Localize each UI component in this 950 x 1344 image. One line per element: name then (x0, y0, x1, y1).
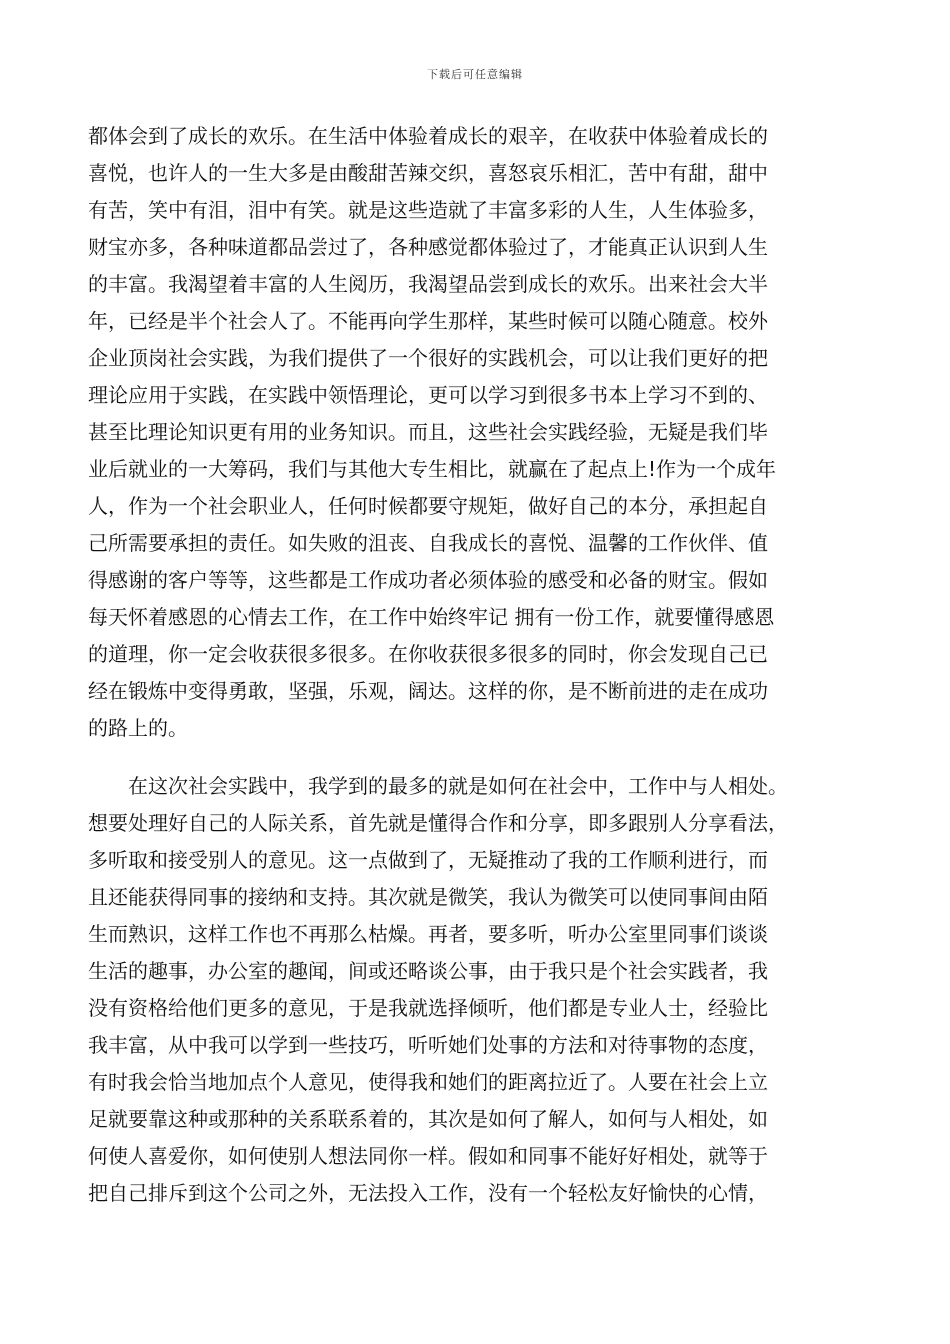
text-line: 我丰富，从中我可以学到一些技巧，听听她们处事的方法和对待事物的态度， (88, 1033, 768, 1057)
page-header: 下载后可任意编辑 (427, 68, 523, 81)
text-line: 经在锻炼中变得勇敢，坚强，乐观，阔达。这样的你，是不断前进的走在成功 (88, 679, 768, 703)
text-line: 的道理，你一定会收获很多很多。在你收获很多很多的同时，你会发现自己已 (88, 642, 768, 666)
text-line: 生而熟识，这样工作也不再那么枯燥。再者，要多听，听办公室里同事们谈谈 (88, 922, 768, 946)
text-line: 己所需要承担的责任。如失败的沮丧、自我成长的喜悦、温馨的工作伙伴、值 (88, 531, 768, 555)
text-line: 每天怀着感恩的心情去工作，在工作中始终牢记 拥有一份工作，就要懂得感恩 (88, 605, 775, 629)
paragraph-spacer (88, 747, 870, 768)
paragraph-2 (88, 768, 870, 1212)
text-line: 何使人喜爱你，如何使别人想法同你一样。假如和同事不能好好相处，就等于 (88, 1144, 768, 1168)
text-line: 喜悦，也许人的一生大多是由酸甜苦辣交织，喜怒哀乐相汇，苦中有甜，甜中 (88, 161, 768, 185)
text-line: 生活的趣事，办公室的趣闻，间或还略谈公事，由于我只是个社会实践者，我 (88, 959, 768, 983)
text-line: 得感谢的客户等等，这些都是工作成功者必须体验的感受和必备的财宝。假如 (88, 568, 768, 592)
text-line: 有时我会恰当地加点个人意见，使得我和她们的距离拉近了。人要在社会上立 (88, 1070, 768, 1094)
text-line: 多听取和接受别人的意见。这一点做到了，无疑推动了我的工作顺利进行，而 (88, 848, 768, 872)
text-line: 足就要靠这种或那种的关系联系着的，其次是如何了解人，如何与人相处，如 (88, 1107, 768, 1131)
text-line: 在这次社会实践中，我学到的最多的就是如何在社会中，工作中与人相处。 (88, 774, 788, 798)
text-line: 业后就业的一大筹码，我们与其他大专生相比，就赢在了起点上!作为一个成年 (88, 457, 777, 481)
text-line: 的丰富。我渴望着丰富的人生阅历，我渴望品尝到成长的欢乐。出来社会大半 (88, 272, 768, 296)
text-line: 企业顶岗社会实践，为我们提供了一个很好的实践机会，可以让我们更好的把 (88, 346, 768, 370)
text-line: 甚至比理论知识更有用的业务知识。而且，这些社会实践经验，无疑是我们毕 (88, 420, 768, 444)
text-line: 有苦，笑中有泪，泪中有笑。就是这些造就了丰富多彩的人生，人生体验多， (88, 198, 768, 222)
text-line: 年，已经是半个社会人了。不能再向学生那样，某些时候可以随心随意。校外 (88, 309, 768, 333)
text-line: 没有资格给他们更多的意见，于是我就选择倾听，他们都是专业人士，经验比 (88, 996, 768, 1020)
text-line: 理论应用于实践，在实践中领悟理论，更可以学习到很多书本上学习不到的、 (88, 383, 768, 407)
text-line: 都体会到了成长的欢乐。在生活中体验着成长的艰辛，在收获中体验着成长的 (88, 124, 768, 148)
paragraph-1 (88, 118, 870, 747)
text-line: 把自己排斥到这个公司之外，无法投入工作，没有一个轻松友好愉快的心情， (88, 1181, 768, 1205)
text-line: 的路上的。 (88, 716, 188, 740)
text-line: 想要处理好自己的人际关系，首先就是懂得合作和分享，即多跟别人分享看法， (88, 811, 788, 835)
text-line: 财宝亦多，各种味道都品尝过了，各种感觉都体验过了，才能真正认识到人生 (88, 235, 768, 259)
text-line: 且还能获得同事的接纳和支持。其次就是微笑，我认为微笑可以使同事间由陌 (88, 885, 768, 909)
text-line: 人，作为一个社会职业人，任何时候都要守规矩，做好自己的本分，承担起自 (88, 494, 768, 518)
document-body (88, 118, 870, 1212)
